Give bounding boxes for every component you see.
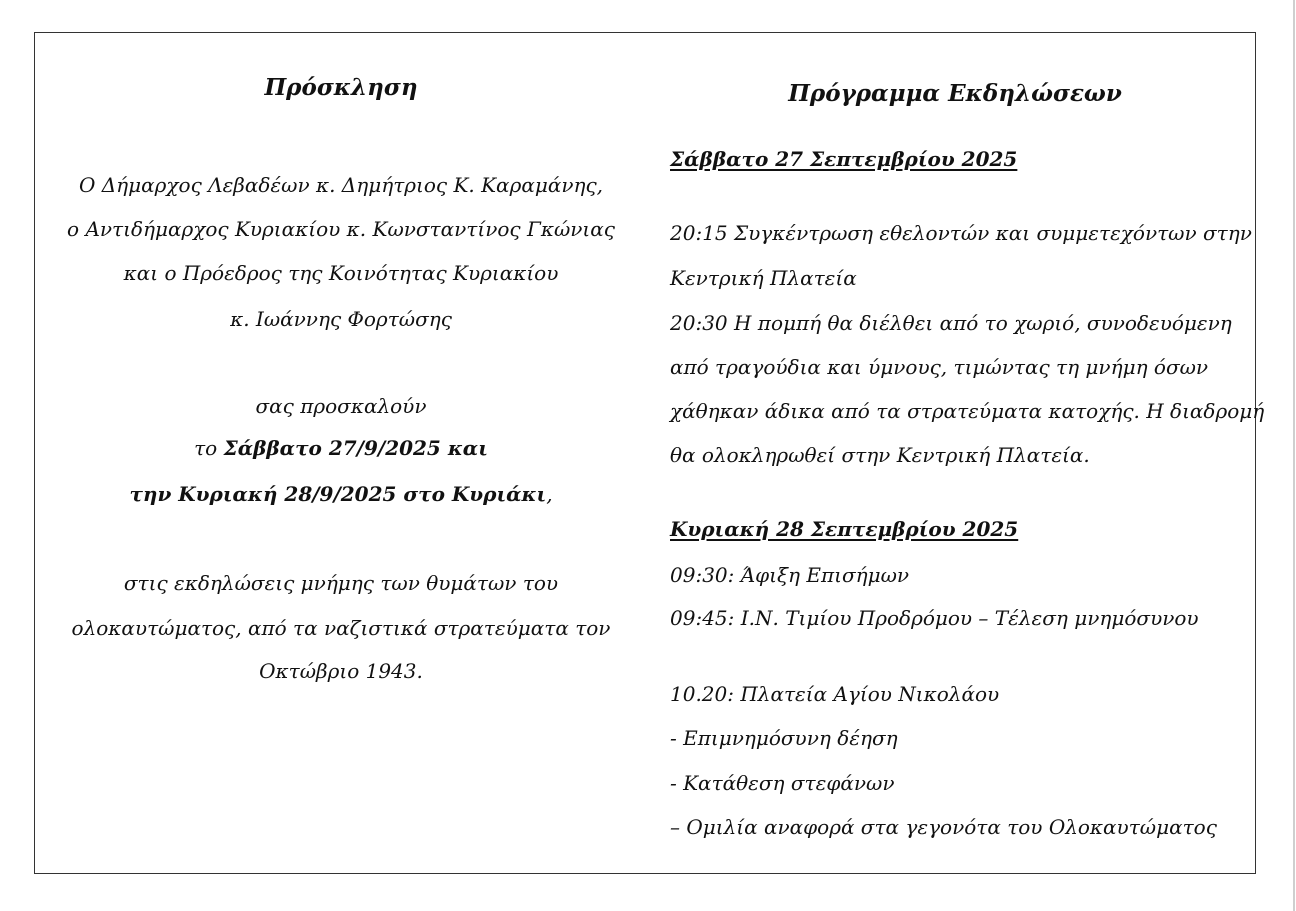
saturday-line-4: από τραγούδια και ύμνους, τιμώντας τη μνήμη όσων (670, 355, 1209, 379)
host-line-1: Ο Δήμαρχος Λεβαδέων κ. Δημήτριος Κ. Καραμάνης, (78, 173, 604, 197)
sunday-line-2: 09:45: Ι.Ν. Τιμίου Προδρόμου – Τέλεση μνημόσυνου (670, 606, 1199, 630)
purpose-line-1: στις εκδηλώσεις μνήμης των θυμάτων του (123, 571, 559, 595)
invitation-page (34, 32, 1265, 874)
saturday-line-3: 20:30 Η πομπή θα διέλθει από το χωριό, συνοδευόμενη (670, 311, 1232, 335)
square-line-2: - Επιμνημόσυνη δέηση (670, 726, 898, 750)
saturday-line-1: 20:15 Συγκέντρωση εθελοντών και συμμετεχόντων στην (670, 221, 1252, 245)
square-line-4: – Ομιλία αναφορά στα γεγονότα του Ολοκαυτώματος (670, 815, 1217, 839)
invites-text: σας προσκαλούν (255, 394, 427, 418)
host-line-2: ο Αντιδήμαρχος Κυριακίου κ. Κωνσταντίνος Γκώνιας (67, 217, 615, 241)
sunday-heading: Κυριακή 28 Σεπτεμβρίου 2025 (670, 517, 1019, 541)
invitation-title: Πρόσκληση (264, 74, 418, 101)
program-title: Πρόγραμμα Εκδηλώσεων (788, 80, 1122, 107)
saturday-line-6: θα ολοκληρωθεί στην Κεντρική Πλατεία. (670, 443, 1090, 467)
square-line-1: 10.20: Πλατεία Αγίου Νικολάου (670, 682, 1000, 706)
date-line-2 (129, 481, 552, 507)
date-line-1-bold: Σάββατο 27/9/2025 και (223, 436, 488, 460)
purpose-line-2: ολοκαυτώματος, από τα ναζιστικά στρατεύματα τον (71, 616, 611, 640)
date-line-2-bold: την Κυριακή 28/9/2025 στο Κυριάκι (129, 482, 547, 506)
purpose-line-3: Οκτώβριο 1943. (259, 659, 423, 683)
date-line-1-prefix: το (194, 436, 224, 460)
host-line-3: και ο Πρόεδρος της Κοινότητας Κυριακίου (123, 261, 559, 285)
square-line-3: - Κατάθεση στεφάνων (670, 771, 895, 795)
saturday-line-2: Κεντρική Πλατεία (670, 266, 857, 290)
host-line-4: κ. Ιωάννης Φορτώσης (230, 307, 452, 331)
saturday-heading: Σάββατο 27 Σεπτεμβρίου 2025 (670, 147, 1018, 171)
date-line-2-suffix: , (546, 482, 553, 506)
page-edge-rule (1293, 0, 1295, 911)
sunday-line-1: 09:30: Άφιξη Επισήμων (670, 563, 910, 587)
saturday-line-5: χάθηκαν άδικα από τα στρατεύματα κατοχής. Η διαδρομή (670, 399, 1265, 423)
date-line-1 (194, 435, 488, 461)
